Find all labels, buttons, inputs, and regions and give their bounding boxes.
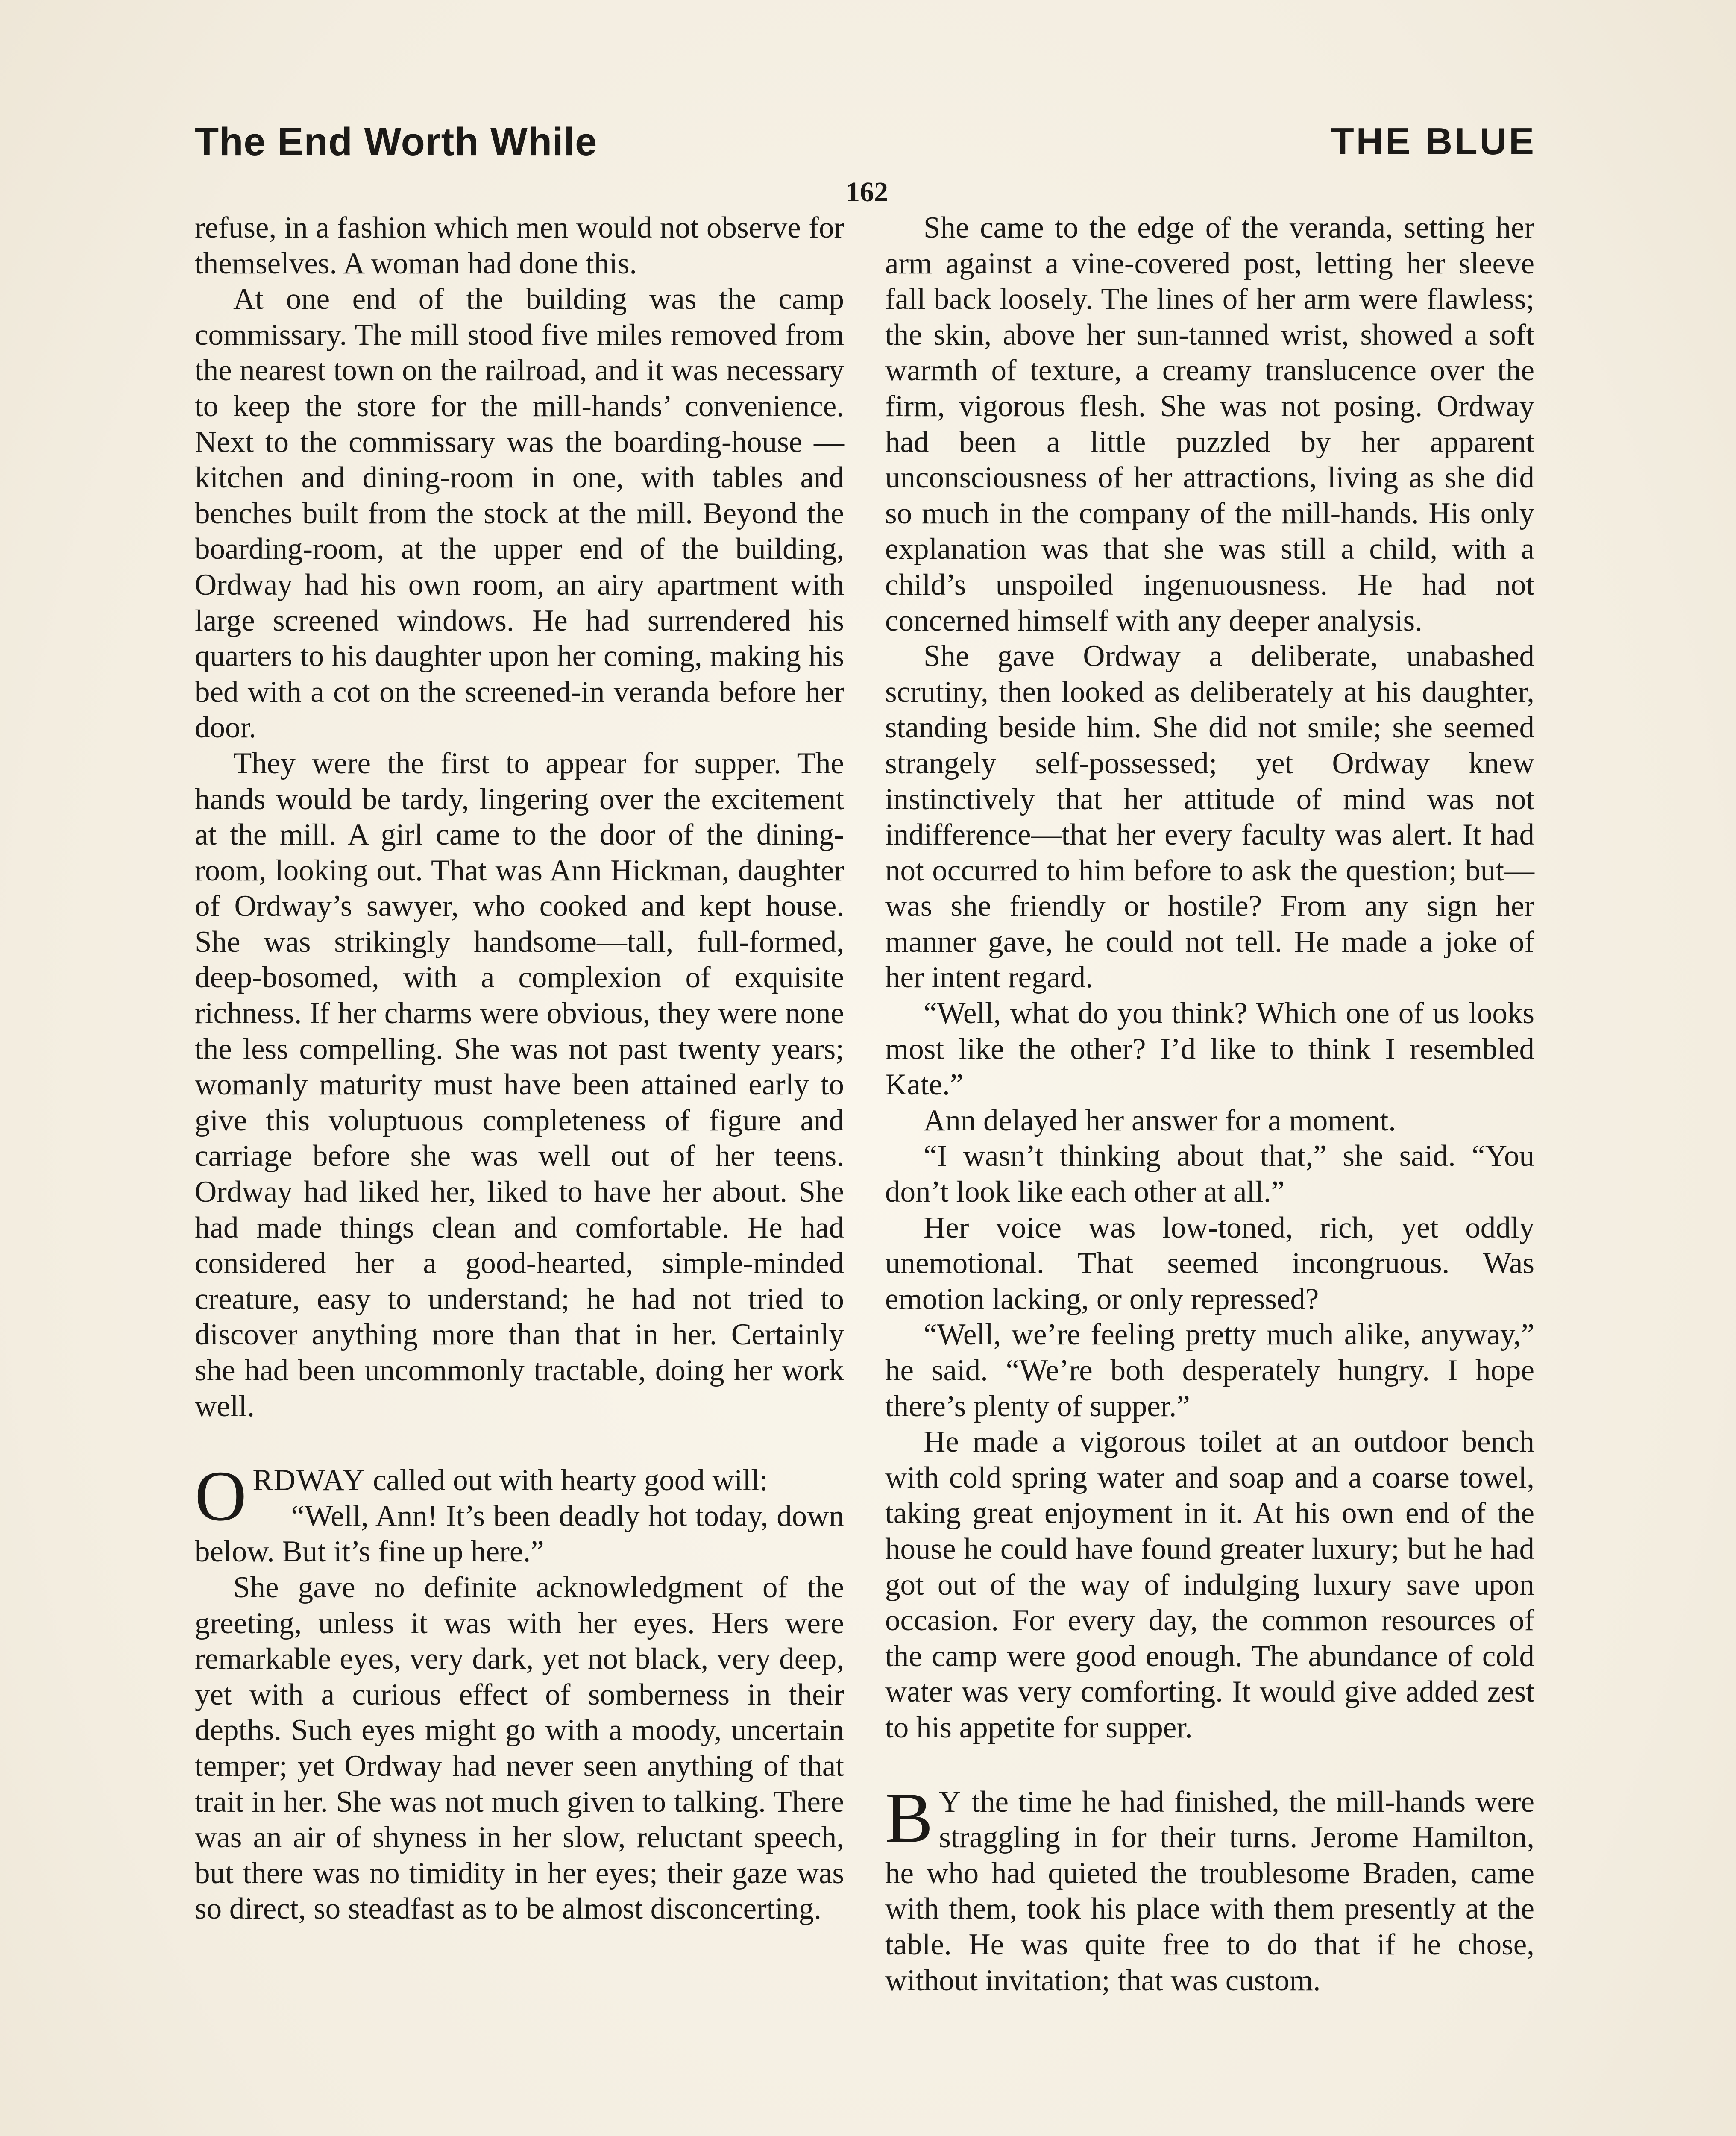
- paragraph: refuse, in a fashion which men would not observe for themselves. A woman had done this.: [195, 211, 844, 280]
- paragraph: She gave no definite acknowledgment of the greeting, unless it was with her eyes. Hers were remarkable eyes, very dark, yet not black, very deep, yet with a curious effect of somberness in their depths. Such eyes might go with a moody, uncertain temper; yet Ordway had never seen anything of that trait in her. She was not much given to talking. There was an air of shyness in her slow, reluctant speech, but there was no timidity in her eyes; their gaze was so direct, so steadfast as to be almost disconcerting.: [195, 1570, 844, 1926]
- paragraph-text: called out with hearty good will:: [365, 1464, 768, 1497]
- paragraph: They were the first to appear for supper. The hands would be tardy, lingering over the excitement at the mill. A girl came to the door of the dining-room, looking out. That was Ann Hickman, daughter of Ordway’s sawyer, who cooked and kept house. She was strikingly handsome—tall, full-formed, deep-bosomed, with a complexion of exquisite richness. If her charms were obvious, they were none the less compelling. She was not past twenty years; womanly maturity must have been attained early to give this voluptuous completeness of figure and carriage before she was well out of her teens. Ordway had liked her, liked to have her about. She had made things clean and comfortable. He had considered her a good-hearted, simple-minded creature, easy to understand; he had not tried to discover anything more than that in her. Certainly she had been uncommonly tractable, doing her work well.: [195, 746, 844, 1423]
- magazine-name: THE BLUE: [1331, 120, 1536, 162]
- drop-cap-word: RDWAY: [252, 1464, 366, 1497]
- drop-cap-word: Y: [939, 1785, 962, 1819]
- paragraph: “I wasn’t thinking about that,” she said. “You don’t look like each other at all.”: [885, 1139, 1534, 1209]
- drop-cap-paragraph: [885, 1778, 1534, 1999]
- paragraph: She came to the edge of the veranda, setting her arm against a vine-covered post, letting her sleeve fall back loosely. The lines of her arm were flawless; the skin, above her sun-tanned wrist, showed a soft warmth of texture, a creamy translucence over the firm, vigorous flesh. She was not posing. Ordway had been a little puzzled by her apparent unconsciousness of her attractions, living as she did so much in the company of the mill-hands. His only explanation was that she was still a child, with a child’s unspoiled ingenuousness. He had not concerned himself with any deeper analysis.: [885, 211, 1534, 637]
- paragraph: “Well, we’re feeling pretty much alike, anyway,” he said. “We’re both desperately hungry. I hope there’s plenty of supper.”: [885, 1318, 1534, 1423]
- paragraph-text: the time he had finished, the mill-hands were straggling in for their turns. Jerome Hamilton, he who had quieted the troublesome Braden, came with them, took his place with them presently at the table. He was quite free to do that if he chose, without invitation; that was custom.: [885, 1785, 1534, 1997]
- page-number: 162: [846, 176, 888, 208]
- story-title: The End Worth While: [195, 120, 598, 164]
- right-column: [885, 210, 1534, 1998]
- drop-cap-letter: O: [195, 1456, 247, 1536]
- paragraph: She gave Ordway a deliberate, unabashed scrutiny, then looked as deliberately at his daughter, standing beside him. She did not smile; she seemed strangely self-possessed; yet Ordway knew instinctively that her attitude of mind was not indifference—that her every faculty was alert. It had not occurred to him before to ask the question; but—was she friendly or hostile? From any sign her manner gave, he could not tell. He made a joke of her intent regard.: [885, 640, 1534, 995]
- paragraph: “Well, Ann! It’s been deadly hot today, down below. But it’s fine up here.”: [195, 1499, 844, 1569]
- paragraph: Ann delayed her answer for a moment.: [924, 1103, 1396, 1137]
- paragraph: At one end of the building was the camp commissary. The mill stood five miles removed from the nearest town on the railroad, and it was necessary to keep the store for the mill-hands’ convenience. Next to the commissary was the boarding-house —kitchen and dining-room in one, with tables and benches built from the stock at the mill. Beyond the boarding-room, at the upper end of the building, Ordway had his own room, an airy apartment with large screened windows. He had surrendered his quarters to his daughter upon her coming, making his bed with a cot on the screened-in veranda before her door.: [195, 282, 844, 745]
- drop-cap-letter: B: [885, 1778, 933, 1857]
- paragraph: He made a vigorous toilet at an outdoor bench with cold spring water and soap and a coarse towel, taking great enjoyment in it. At his own end of the house he could have found greater luxury; but he had got out of the way of indulging luxury save upon occasion. For every day, the common resources of the camp were good enough. The abundance of cold water was very comforting. It would give added zest to his appetite for supper.: [885, 1425, 1534, 1744]
- paragraph: Her voice was low-toned, rich, yet oddly unemotional. That seemed incongruous. Was emotion lacking, or only repressed?: [885, 1211, 1534, 1316]
- left-column: [195, 210, 844, 1927]
- paragraph: “Well, what do you think? Which one of us looks most like the other? I’d like to think I resembled Kate.”: [885, 997, 1534, 1102]
